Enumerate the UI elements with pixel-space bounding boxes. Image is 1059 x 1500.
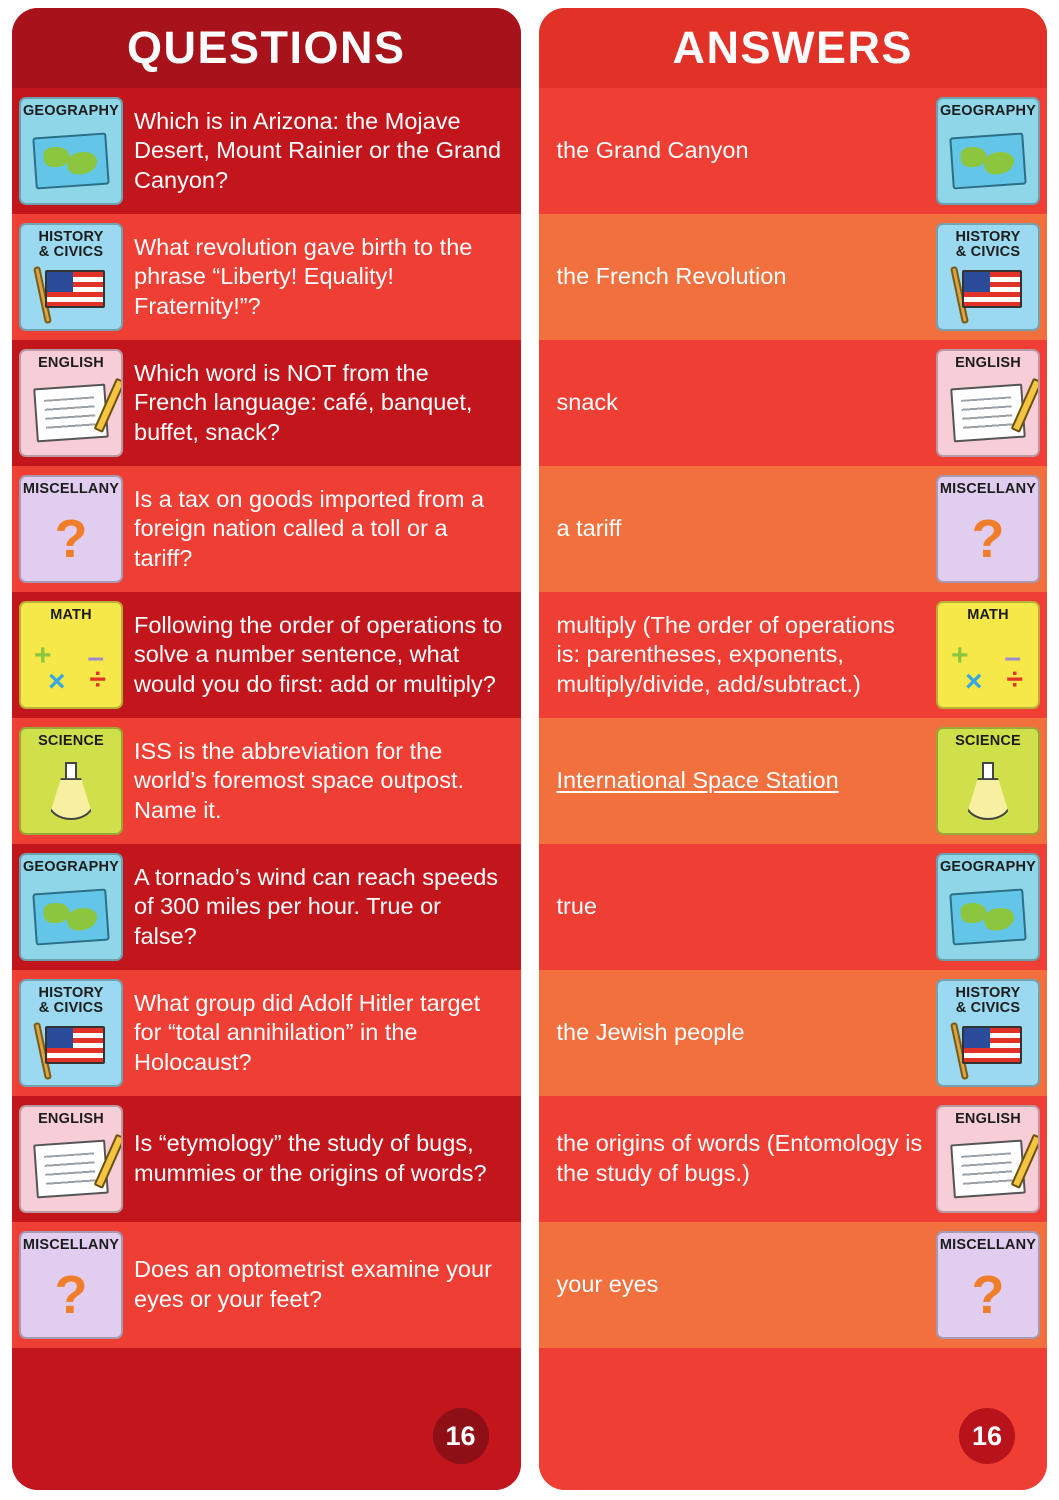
- category-art: [938, 1127, 1038, 1211]
- text-cell: [539, 340, 930, 466]
- flask-icon: [46, 762, 96, 820]
- category-badge: [19, 223, 123, 331]
- answer-row: [539, 970, 1048, 1096]
- category-badge: [936, 979, 1040, 1087]
- category-badge: [19, 475, 123, 583]
- text-cell: [130, 88, 521, 214]
- answer-row: [539, 340, 1048, 466]
- category-label: HISTORY & CIVICS: [955, 985, 1021, 1017]
- text-cell: [539, 970, 930, 1096]
- category-art: [21, 371, 121, 455]
- category-badge: [936, 727, 1040, 835]
- question-row: [12, 592, 521, 718]
- category-label: ENGLISH: [38, 355, 104, 371]
- text-cell: [539, 88, 930, 214]
- category-art: [938, 749, 1038, 833]
- badge-cell: [12, 466, 130, 592]
- category-label: MISCELLANY: [939, 1237, 1037, 1253]
- category-art: [938, 1016, 1038, 1085]
- category-badge: [936, 223, 1040, 331]
- questions-page-number: 16: [433, 1408, 489, 1464]
- category-badge: [19, 601, 123, 709]
- map-icon: [32, 889, 109, 946]
- category-label: ENGLISH: [38, 1111, 104, 1127]
- question-mark-icon: ?: [971, 508, 1005, 569]
- category-badge: [936, 97, 1040, 205]
- text-cell: [539, 466, 930, 592]
- category-badge: [19, 1231, 123, 1339]
- questions-card: [12, 8, 521, 1490]
- question-row: [12, 970, 521, 1096]
- answer-text: your eyes: [556, 1271, 659, 1298]
- text-cell: [539, 1222, 930, 1348]
- answer-text: snack: [556, 389, 618, 416]
- question-text: A tornado’s wind can reach speeds of 300 miles per hour. True or false?: [134, 863, 499, 949]
- map-icon: [949, 889, 1026, 946]
- category-art: [938, 119, 1038, 203]
- question-text: Which word is NOT from the French language: café, banquet, buffet, snack?: [134, 359, 473, 445]
- paper-pencil-icon: [33, 1140, 109, 1199]
- category-badge: [19, 853, 123, 961]
- answer-text: International Space Station: [556, 767, 839, 794]
- question-row: [12, 214, 521, 340]
- text-cell: [130, 340, 521, 466]
- badge-cell: [929, 88, 1047, 214]
- category-art: [21, 875, 121, 959]
- question-text: Is “etymology” the study of bugs, mummies or the origins of words?: [134, 1130, 487, 1186]
- category-badge: [19, 727, 123, 835]
- answer-row: [539, 88, 1048, 214]
- badge-cell: [929, 1222, 1047, 1348]
- question-mark-icon: ?: [971, 1264, 1005, 1325]
- math-symbols-icon: + – × ÷: [34, 639, 106, 699]
- text-cell: [130, 844, 521, 970]
- badge-cell: [929, 592, 1047, 718]
- paper-pencil-icon: [33, 384, 109, 443]
- answers-card: [539, 8, 1048, 1490]
- category-badge: [936, 853, 1040, 961]
- math-symbols-icon: + – × ÷: [951, 639, 1023, 699]
- question-row: [12, 466, 521, 592]
- answer-text: the French Revolution: [556, 263, 787, 290]
- badge-cell: [12, 1222, 130, 1348]
- flask-icon: [963, 762, 1013, 820]
- category-badge: [19, 349, 123, 457]
- badge-cell: [12, 340, 130, 466]
- question-text: Is a tax on goods imported from a foreign nation called a toll or a tariff?: [134, 485, 485, 571]
- question-row: [12, 88, 521, 214]
- category-art: [21, 260, 121, 329]
- category-badge: [936, 349, 1040, 457]
- category-art: [938, 371, 1038, 455]
- question-text: Does an optometrist examine your eyes or your feet?: [134, 1256, 492, 1312]
- text-cell: [539, 844, 930, 970]
- category-label: GEOGRAPHY: [22, 103, 120, 119]
- badge-cell: [929, 1096, 1047, 1222]
- category-art: [21, 497, 121, 581]
- question-mark-icon: ?: [54, 1264, 88, 1325]
- badge-cell: [929, 340, 1047, 466]
- category-badge: [19, 97, 123, 205]
- category-badge: [19, 1105, 123, 1213]
- answer-row: [539, 844, 1048, 970]
- answers-page-number: 16: [959, 1408, 1015, 1464]
- text-cell: [130, 1096, 521, 1222]
- category-label: MATH: [50, 607, 92, 623]
- badge-cell: [929, 718, 1047, 844]
- category-label: MISCELLANY: [22, 481, 120, 497]
- category-art: [21, 623, 121, 707]
- flag-icon: [31, 1022, 111, 1080]
- answer-row: [539, 1096, 1048, 1222]
- text-cell: [130, 214, 521, 340]
- question-text: ISS is the abbreviation for the world’s foremost space outpost. Name it.: [134, 737, 465, 823]
- category-label: SCIENCE: [955, 733, 1021, 749]
- answer-row: [539, 592, 1048, 718]
- category-art: [21, 119, 121, 203]
- category-label: MISCELLANY: [939, 481, 1037, 497]
- badge-cell: [12, 718, 130, 844]
- badge-cell: [929, 970, 1047, 1096]
- category-label: GEOGRAPHY: [22, 859, 120, 875]
- badge-cell: [12, 1096, 130, 1222]
- category-badge: [936, 1105, 1040, 1213]
- answer-text: the Jewish people: [556, 1019, 745, 1046]
- category-art: [938, 1253, 1038, 1337]
- question-row: [12, 844, 521, 970]
- question-row: [12, 1096, 521, 1222]
- category-label: MATH: [967, 607, 1009, 623]
- category-badge: [936, 475, 1040, 583]
- map-icon: [32, 133, 109, 190]
- questions-title: QUESTIONS: [126, 22, 406, 73]
- category-badge: [19, 979, 123, 1087]
- category-label: HISTORY & CIVICS: [38, 985, 104, 1017]
- category-art: [21, 1127, 121, 1211]
- category-art: [21, 1016, 121, 1085]
- category-label: GEOGRAPHY: [939, 103, 1037, 119]
- category-art: [21, 1253, 121, 1337]
- text-cell: [130, 592, 521, 718]
- flag-icon: [948, 1022, 1028, 1080]
- category-label: ENGLISH: [955, 1111, 1021, 1127]
- text-cell: [130, 718, 521, 844]
- flag-icon: [948, 266, 1028, 324]
- answers-header: [539, 8, 1048, 88]
- answer-text: the Grand Canyon: [556, 137, 749, 164]
- text-cell: [539, 214, 930, 340]
- flag-icon: [31, 266, 111, 324]
- category-art: [938, 623, 1038, 707]
- question-text: What revolution gave birth to the phrase “Liberty! Equality! Fraternity!”?: [134, 233, 473, 319]
- answer-text: true: [556, 893, 597, 920]
- category-label: HISTORY & CIVICS: [955, 229, 1021, 261]
- badge-cell: [929, 844, 1047, 970]
- badge-cell: [929, 214, 1047, 340]
- question-row: [12, 718, 521, 844]
- category-art: [938, 260, 1038, 329]
- answer-text: multiply (The order of operations is: parentheses, exponents, multiply/divide, add/subtract.): [556, 611, 895, 697]
- answer-row: [539, 718, 1048, 844]
- text-cell: [130, 1222, 521, 1348]
- answers-title: ANSWERS: [672, 22, 913, 73]
- badge-cell: [12, 844, 130, 970]
- answer-row: [539, 1222, 1048, 1348]
- paper-pencil-icon: [950, 1140, 1026, 1199]
- question-mark-icon: ?: [54, 508, 88, 569]
- question-text: Following the order of operations to solve a number sentence, what would you do first: add or multiply?: [134, 611, 503, 697]
- category-label: GEOGRAPHY: [939, 859, 1037, 875]
- answer-row: [539, 466, 1048, 592]
- badge-cell: [12, 214, 130, 340]
- badge-cell: [12, 592, 130, 718]
- category-art: [21, 749, 121, 833]
- answer-row: [539, 214, 1048, 340]
- category-badge: [936, 601, 1040, 709]
- answer-text: a tariff: [556, 515, 622, 542]
- map-icon: [949, 133, 1026, 190]
- badge-cell: [929, 466, 1047, 592]
- answers-list: [539, 88, 1048, 1419]
- category-label: SCIENCE: [38, 733, 104, 749]
- category-badge: [936, 1231, 1040, 1339]
- category-art: [938, 875, 1038, 959]
- questions-list: [12, 88, 521, 1419]
- text-cell: [130, 970, 521, 1096]
- question-text: What group did Adolf Hitler target for “total annihilation” in the Holocaust?: [134, 989, 481, 1075]
- questions-header: [12, 8, 521, 88]
- text-cell: [539, 1096, 930, 1222]
- text-cell: [539, 592, 930, 718]
- badge-cell: [12, 970, 130, 1096]
- category-label: MISCELLANY: [22, 1237, 120, 1253]
- question-row: [12, 340, 521, 466]
- category-art: [938, 497, 1038, 581]
- text-cell: [130, 466, 521, 592]
- question-text: Which is in Arizona: the Mojave Desert, Mount Rainier or the Grand Canyon?: [134, 107, 502, 193]
- text-cell: [539, 718, 930, 844]
- answer-text: the origins of words (Entomology is the study of bugs.): [556, 1130, 923, 1186]
- question-row: [12, 1222, 521, 1348]
- category-label: HISTORY & CIVICS: [38, 229, 104, 261]
- badge-cell: [12, 88, 130, 214]
- category-label: ENGLISH: [955, 355, 1021, 371]
- paper-pencil-icon: [950, 384, 1026, 443]
